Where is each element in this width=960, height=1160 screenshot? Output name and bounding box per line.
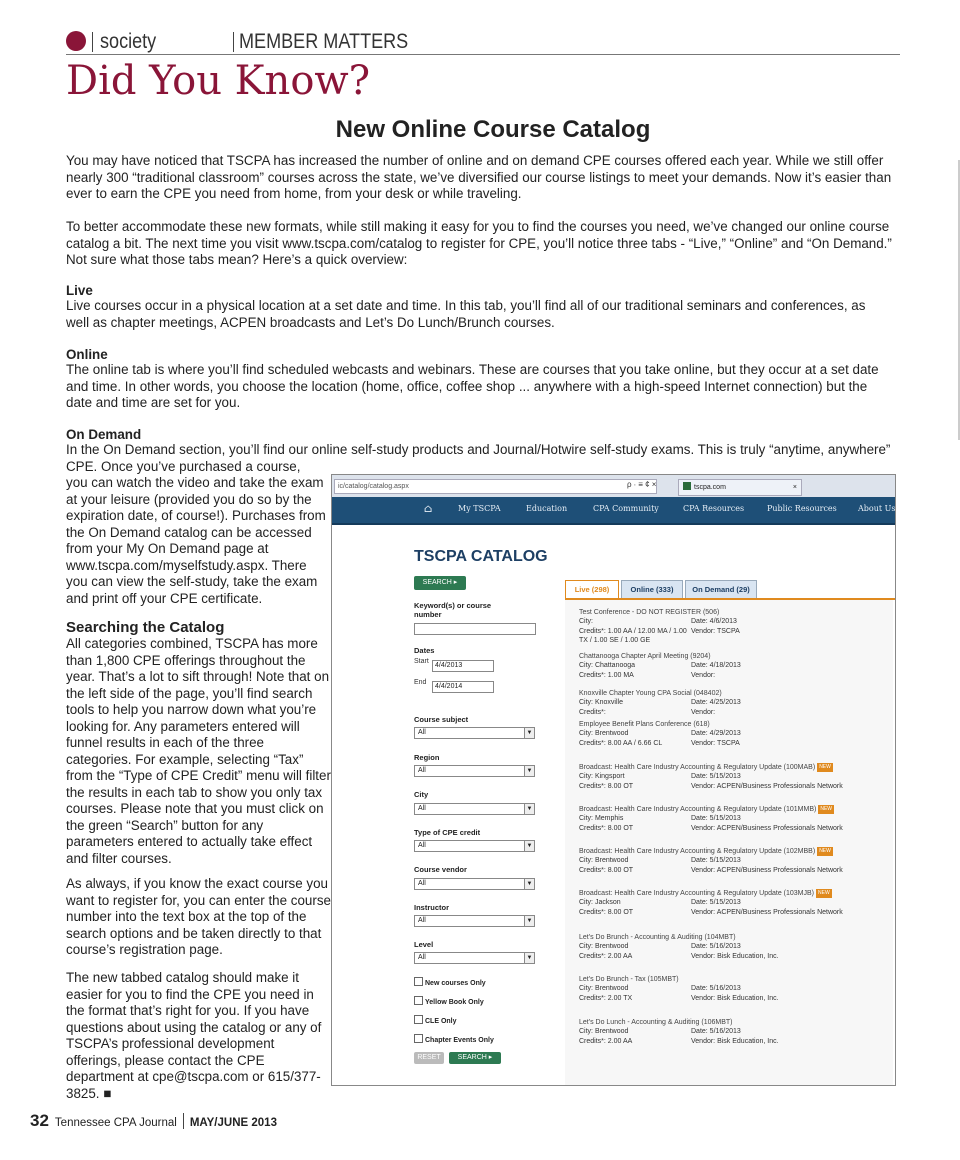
checkbox-label: CLE Only	[425, 1018, 457, 1025]
result-title-text: Broadcast: Health Care Industry Accounting & Regulatory Update (101MMB)	[579, 806, 817, 813]
site-nav	[332, 497, 895, 525]
result-title[interactable]	[579, 805, 889, 814]
result-title[interactable]	[579, 889, 889, 898]
result-vendor: Vendor: Bisk Education, Inc.	[691, 1038, 779, 1045]
nav-public-resources[interactable]: Public Resources	[767, 504, 837, 513]
result-title-text: Let's Do Brunch - Accounting & Auditing (104MBT)	[579, 934, 736, 941]
result-city: City: Kingsport	[579, 773, 625, 780]
heading-on-demand: On Demand	[66, 427, 142, 442]
result-date: Date: 5/15/2013	[691, 773, 741, 780]
filter-value: All	[418, 954, 426, 961]
catalog-screenshot	[331, 474, 896, 1086]
checkbox-new-courses[interactable]	[414, 977, 486, 987]
filter-label: Course subject	[414, 715, 469, 724]
result-credits: Credits*: 2.00 AA	[579, 953, 633, 960]
result-title[interactable]	[579, 847, 889, 856]
filter-course-vendor[interactable]	[414, 878, 535, 890]
browser-controls[interactable]: ρ ∙ ≡ ¢ ×	[627, 480, 657, 489]
result-city: City: Brentwood	[579, 857, 629, 864]
result-date: Date: 5/15/2013	[691, 857, 741, 864]
result-city: City: Brentwood	[579, 943, 629, 950]
chevron-down-icon: ▼	[524, 728, 534, 738]
result-vendor: Vendor: ACPEN/Business Professionals Network	[691, 825, 843, 832]
magazine-section: MEMBER MATTERS	[239, 30, 409, 53]
filter-value: All	[418, 917, 426, 924]
result-title-text: Employee Benefit Plans Conference (618)	[579, 721, 710, 728]
filter-value: All	[418, 805, 426, 812]
checkbox-label: Yellow Book Only	[425, 999, 484, 1006]
dates-label: Dates	[414, 646, 435, 655]
result-credits: Credits*: 2.00 AA	[579, 1038, 633, 1045]
filter-instructor[interactable]	[414, 915, 535, 927]
filter-label: Level	[414, 940, 434, 949]
result-title[interactable]	[579, 933, 889, 942]
kicker: Did You Know?	[66, 58, 371, 104]
reset-button[interactable]: RESET	[414, 1052, 444, 1064]
result-date: Date: 4/25/2013	[691, 699, 741, 706]
result-item[interactable]	[579, 1018, 889, 1047]
end-date-input[interactable]: 4/4/2014	[432, 681, 494, 693]
catalog-title: TSCPA CATALOG	[414, 548, 548, 565]
chevron-down-icon: ▼	[524, 916, 534, 926]
result-date: Date: 4/6/2013	[691, 618, 737, 625]
nav-cpa-community[interactable]: CPA Community	[593, 504, 659, 513]
result-city: City:	[579, 618, 593, 625]
page-number: 32	[30, 1111, 49, 1130]
filter-region[interactable]	[414, 765, 535, 777]
checkbox-label: New courses Only	[425, 980, 486, 987]
nav-about-us[interactable]: About Us	[858, 504, 896, 513]
result-city: City: Knoxville	[579, 699, 623, 706]
result-credits: Credits*: 2.00 TX	[579, 995, 633, 1002]
filter-label: Type of CPE credit	[414, 828, 481, 837]
result-date: Date: 5/16/2013	[691, 985, 741, 992]
heading-online: Online	[66, 347, 108, 362]
chevron-down-icon: ▼	[524, 953, 534, 963]
on-demand-continued: you can watch the video and take the exam at your leisure (provided you do so by the expiration date, of course!). Purchases from the On Demand catalog can be accessed from your My On Demand page at www.tscpa.com/myselfstudy.aspx. There you can view the self-study, take the exam and print off your CPE certificate.	[66, 475, 326, 606]
tab-online[interactable]: Online (333)	[621, 580, 683, 598]
new-badge: NEW	[818, 890, 830, 896]
result-date: Date: 4/29/2013	[691, 730, 741, 737]
heading-searching: Searching the Catalog	[66, 619, 225, 636]
result-item[interactable]	[579, 689, 889, 718]
results-list	[565, 600, 893, 1085]
browser-tab-label: tscpa.com	[694, 484, 726, 491]
chevron-down-icon: ▼	[524, 766, 534, 776]
result-title-text: Broadcast: Health Care Industry Accounting & Regulatory Update (103MJB)	[579, 890, 815, 897]
result-title[interactable]	[579, 652, 889, 661]
close-tab-icon[interactable]: ×	[792, 484, 797, 491]
home-icon[interactable]: ⌂	[424, 502, 433, 515]
filter-cpe-credit[interactable]	[414, 840, 535, 852]
body-on-demand: In the On Demand section, you’ll find our online self-study products and Journal/Hotwire self-study exams. This is truly “anytime, anywhere” CPE. Once you’ve purchased a course,	[66, 442, 891, 474]
result-vendor: Vendor:	[691, 672, 716, 679]
page-footer	[30, 1111, 277, 1131]
catalog-tabs	[565, 580, 895, 600]
intro-paragraph-2: To better accommodate these new formats, while still making it easy for you to find the courses you need, we’ve changed our online course catalog a bit. The next time you visit www.tscpa.com/catalog to register for CPE, you’ll notice three tabs - “Live,” “Online” and “On Demand.” Not sure what those tabs mean? Here’s a quick overview:	[66, 219, 892, 267]
keyword-input[interactable]	[414, 623, 536, 635]
result-title-text: Broadcast: Health Care Industry Accounting & Regulatory Update (100MAB)	[579, 764, 816, 771]
journal-name: Tennessee CPA Journal	[54, 1117, 177, 1129]
checkbox-chapter-events[interactable]	[414, 1034, 494, 1044]
search-button[interactable]: SEARCH ▸	[414, 576, 466, 590]
result-title[interactable]	[579, 608, 889, 617]
result-title-text: Chattanooga Chapter April Meeting (9204)	[579, 653, 711, 660]
filter-value: All	[418, 880, 426, 887]
new-badge: NEW	[819, 764, 831, 770]
nav-education[interactable]: Education	[526, 504, 568, 513]
result-item[interactable]	[579, 652, 889, 681]
issue-date: MAY/JUNE 2013	[189, 1117, 277, 1129]
result-title-text: Let's Do Brunch - Tax (105MBT)	[579, 976, 679, 983]
result-item[interactable]	[579, 975, 889, 1004]
filter-course-subject[interactable]	[414, 727, 535, 739]
result-city: City: Brentwood	[579, 730, 629, 737]
result-title[interactable]	[579, 720, 889, 729]
result-credits: Credits*: 8.00 OT	[579, 909, 634, 916]
address-bar[interactable]: ic/catalog/catalog.aspx	[334, 479, 657, 494]
body-searching: All categories combined, TSCPA has more than 1,800 CPE offerings throughout the year. That’s a lot to sift through! Note that on the left side of the page, you’ll find search tools to help you narrow down what you’re looking for. Any parameters entered will funnel results in each of the three categories. For example, selecting “Tax” from the “Type of CPE Credit” menu will filter the results in each tab to show you only tax courses. Please note that you must click on the green “Search” button for any parameters entered to actually take effect and filter courses.	[66, 636, 331, 866]
filter-label: Course vendor	[414, 865, 467, 874]
result-credits: Credits*: 8.00 OT	[579, 783, 634, 790]
result-date: Date: 5/15/2013	[691, 899, 741, 906]
start-date-input[interactable]: 4/4/2013	[432, 660, 494, 672]
site-favicon-icon	[683, 482, 691, 490]
divider	[233, 32, 234, 52]
body-online: The online tab is where you’ll find scheduled webcasts and webinars. These are courses that you take online, but they occur at a set date and time. In other words, you choose the location (home, office, coffee shop ... anywhere with a high-speed Internet connection) but the date and time are set for you.	[66, 362, 879, 410]
search-button-bottom[interactable]: SEARCH ▸	[449, 1052, 501, 1064]
filter-label: Instructor	[414, 903, 450, 912]
result-vendor: Vendor: Bisk Education, Inc.	[691, 995, 779, 1002]
result-city: City: Memphis	[579, 815, 624, 822]
result-credits: Credits*:	[579, 709, 606, 716]
intro-paragraph-1: You may have noticed that TSCPA has increased the number of online and on demand CPE courses offered each year. While we still offer nearly 300 “traditional classroom” courses across the state, we’ve diversified our course listings to meet your demands. Now it’s easier than ever to earn the CPE you need from home, from your desk or while traveling.	[66, 153, 892, 201]
result-credits: Credits*: 8.00 OT	[579, 825, 634, 832]
body-always: As always, if you know the exact course you want to register for, you can enter the course number into the text box at the top of the search options and be taken directly to that course’s registration page.	[66, 876, 331, 957]
result-title-text: Broadcast: Health Care Industry Accounting & Regulatory Update (102MBB)	[579, 848, 816, 855]
chevron-down-icon: ▼	[524, 841, 534, 851]
body-closing: The new tabbed catalog should make it easier for you to find the CPE you need in the format that’s right for you. If you have questions about using the catalog or any of TSCPA’s professional development offerings, please contact the CPE department at cpe@tscpa.com or 615/377-3825. ■	[66, 970, 322, 1101]
section-dot-icon	[66, 31, 86, 51]
result-title[interactable]	[579, 1018, 889, 1027]
nav-my-tscpa[interactable]: My TSCPA	[458, 504, 501, 513]
checkbox-cle[interactable]	[414, 1015, 457, 1025]
checkbox-box[interactable]	[414, 1034, 423, 1043]
heading-live: Live	[66, 283, 93, 298]
filter-value: All	[418, 767, 426, 774]
browser-tab[interactable]	[678, 479, 802, 496]
result-credits: Credits*: 8.00 OT	[579, 867, 634, 874]
section-name: society	[100, 30, 157, 53]
keyword-label: Keyword(s) or course number	[414, 601, 492, 619]
result-item[interactable]	[579, 720, 889, 749]
checkbox-yellow-book[interactable]	[414, 996, 484, 1006]
result-city: City: Chattanooga	[579, 662, 636, 669]
new-badge: NEW	[820, 806, 833, 812]
result-vendor: Vendor: TSCPA	[691, 740, 740, 747]
result-vendor: Vendor:	[691, 709, 716, 716]
result-vendor: Vendor: TSCPA	[691, 628, 740, 635]
checkbox-box[interactable]	[414, 996, 423, 1005]
result-vendor: Vendor: ACPEN/Business Professionals Network	[691, 909, 843, 916]
filter-label: City	[414, 790, 429, 799]
filter-value: All	[418, 842, 426, 849]
result-vendor: Vendor: Bisk Education, Inc.	[691, 953, 779, 960]
result-title-text: Test Conference - DO NOT REGISTER (506)	[579, 609, 720, 616]
result-vendor: Vendor: ACPEN/Business Professionals Network	[691, 783, 843, 790]
result-date: Date: 4/18/2013	[691, 662, 741, 669]
result-date: Date: 5/16/2013	[691, 1028, 741, 1035]
result-date: Date: 5/15/2013	[691, 815, 741, 822]
tab-on-demand[interactable]: On Demand (29)	[685, 580, 757, 598]
filter-value: All	[418, 729, 426, 736]
divider	[183, 1113, 184, 1129]
filter-level[interactable]	[414, 952, 535, 964]
checkbox-box[interactable]	[414, 1015, 423, 1024]
result-date: Date: 5/16/2013	[691, 943, 741, 950]
chevron-down-icon: ▼	[524, 879, 534, 889]
end-label: End	[414, 679, 427, 686]
result-title[interactable]	[579, 689, 889, 698]
result-title[interactable]	[579, 975, 889, 984]
result-vendor: Vendor: ACPEN/Business Professionals Network	[691, 867, 843, 874]
result-item[interactable]	[579, 933, 889, 962]
new-badge: NEW	[819, 848, 831, 854]
result-city: City: Jackson	[579, 899, 621, 906]
result-credits: Credits*: 8.00 AA / 6.66 CL	[579, 740, 663, 747]
result-credits: Credits*: 1.00 MA	[579, 672, 634, 679]
result-title[interactable]	[579, 763, 889, 772]
result-item[interactable]	[579, 805, 889, 834]
result-item[interactable]	[579, 608, 889, 645]
tab-live[interactable]: Live (298)	[565, 580, 619, 598]
result-city: City: Brentwood	[579, 1028, 629, 1035]
checkbox-box[interactable]	[414, 977, 423, 986]
chevron-down-icon: ▼	[524, 804, 534, 814]
start-label: Start	[414, 658, 429, 665]
result-city: City: Brentwood	[579, 985, 629, 992]
article-title: New Online Course Catalog	[335, 116, 651, 143]
divider	[92, 32, 93, 52]
result-credits: Credits*: 1.00 AA / 12.00 MA / 1.00 TX / 1.00 SE / 1.00 GE	[579, 628, 687, 644]
filter-city[interactable]	[414, 803, 535, 815]
filter-label: Region	[414, 753, 440, 762]
result-title-text: Knoxville Chapter Young CPA Social (048402)	[579, 690, 722, 697]
result-item[interactable]	[579, 847, 889, 876]
result-item[interactable]	[579, 763, 889, 792]
result-title-text: Let's Do Lunch - Accounting & Auditing (106MBT)	[579, 1019, 733, 1026]
nav-cpa-resources[interactable]: CPA Resources	[683, 504, 745, 513]
body-live: Live courses occur in a physical location at a set date and time. In this tab, you’ll find all of our traditional seminars and conferences, as well as chapter meetings, ACPEN broadcasts and Let’s Do Lunch/Brunch courses.	[66, 298, 866, 330]
checkbox-label: Chapter Events Only	[425, 1037, 494, 1044]
browser-toolbar	[332, 475, 895, 498]
page-header	[66, 30, 900, 55]
result-item[interactable]	[579, 889, 889, 918]
